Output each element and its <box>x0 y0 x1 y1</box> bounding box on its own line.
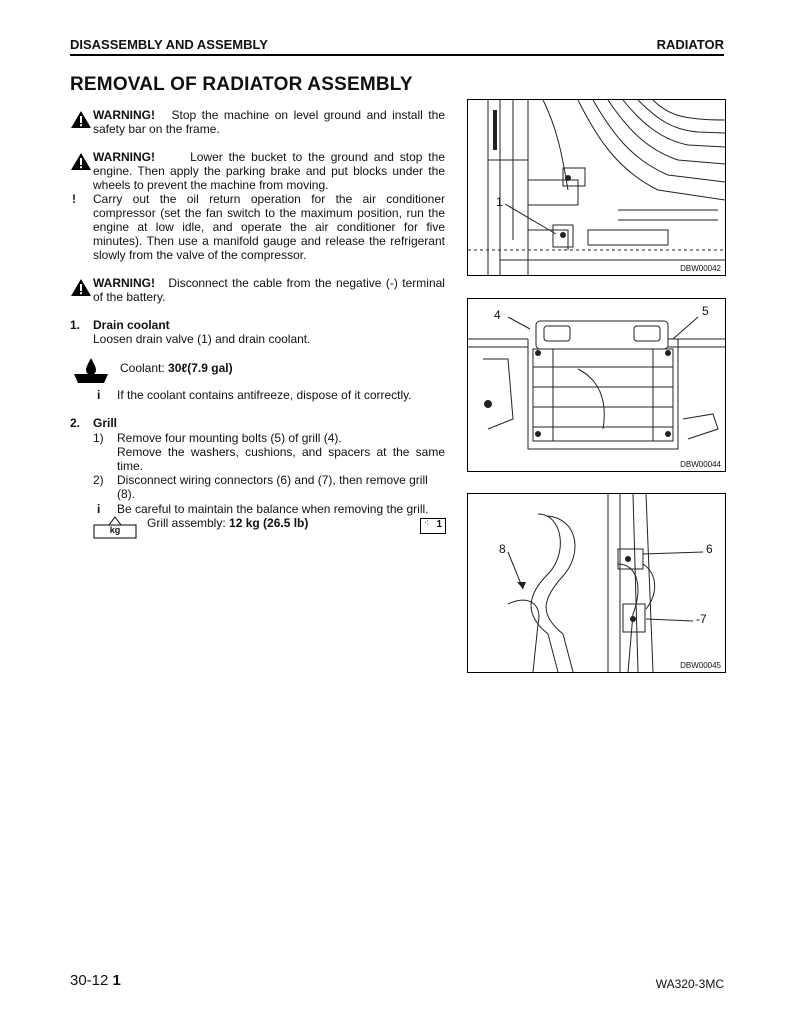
info-icon: i <box>97 502 101 516</box>
warning-triangle-icon <box>70 110 92 129</box>
figure-wiring-connectors <box>467 493 726 673</box>
warning-triangle-icon <box>70 278 92 297</box>
warning-label: WARNING! <box>93 150 155 164</box>
page-number: 30-12 1 <box>70 972 121 989</box>
warning-label: WARNING! <box>93 108 155 122</box>
warning-text: Stop the machine on level ground and install the safety bar on the frame. <box>93 108 445 136</box>
weight-value: 12 kg (26.5 lb) <box>229 516 309 530</box>
warning-parking-brake <box>70 150 445 192</box>
wiring-illustration <box>468 494 725 672</box>
callout-drain-valve: 1 <box>496 195 503 209</box>
substep-text: Remove four mounting bolts (5) of grill (4). <box>117 431 342 445</box>
tool-mark-icon: ⁖ 1 <box>420 518 446 534</box>
callout-grill: 4 <box>494 308 501 322</box>
substep-remove-bolts <box>117 431 445 473</box>
callout-grill: 8 <box>499 542 506 556</box>
substep-number: 2) <box>93 473 104 487</box>
callout-wiring-connector: -7 <box>696 612 707 626</box>
figure-grill-bolts <box>467 298 726 472</box>
drain-valve-illustration <box>468 100 725 275</box>
coolant-value: 30ℓ(7.9 gal) <box>168 361 233 375</box>
caution-compressor <box>70 192 445 262</box>
callout-mounting-bolt: 5 <box>702 304 709 318</box>
figure-drain-valve <box>467 99 726 276</box>
caution-text: Carry out the oil return operation for the air conditioner compressor (set the fan switch to the maximum position, run the engine at low idle, and operate the air conditioner for five minutes). Then use a manifold gauge and release the refrigerant slowly from the valve of the compressor. <box>93 192 445 262</box>
footer-mark-icon: 1 <box>112 972 121 989</box>
substep-number: 1) <box>93 431 104 445</box>
tool-mark-number: 1 <box>436 519 442 530</box>
figure-code: DBW00042 <box>680 264 721 273</box>
coolant-label: Coolant: <box>120 361 169 375</box>
warning-safety-bar <box>70 108 445 136</box>
step-text: Loosen drain valve (1) and drain coolant. <box>93 332 311 346</box>
warning-text: Lower the bucket to the ground and stop the engine. Then apply the parking brake and put blocks under the wheels to prevent the machine from moving. <box>93 150 445 192</box>
grill-weight <box>147 516 308 530</box>
callout-wiring-connector: 6 <box>706 542 713 556</box>
page-title: REMOVAL OF RADIATOR ASSEMBLY <box>70 74 413 95</box>
warning-triangle-icon <box>70 152 92 171</box>
info-icon: i <box>97 388 101 402</box>
header-rule <box>70 54 724 56</box>
warning-text: Disconnect the cable from the negative (-) terminal of the battery. <box>93 276 445 304</box>
figure-code: DBW00044 <box>680 460 721 469</box>
model-number: WA320-3MC <box>655 977 724 991</box>
balance-note: Be careful to maintain the balance when removing the grill. <box>117 502 429 516</box>
header-section-title: DISASSEMBLY AND ASSEMBLY <box>70 37 268 52</box>
warning-battery <box>70 276 445 304</box>
step-title: Grill <box>93 416 118 430</box>
antifreeze-note: If the coolant contains antifreeze, dispose of it correctly. <box>117 388 412 402</box>
step-number: 2. <box>70 416 81 430</box>
header-chapter-title: RADIATOR <box>656 37 724 52</box>
weight-icon <box>93 516 137 540</box>
step-number: 1. <box>70 318 81 332</box>
weight-label: Grill assembly: <box>147 516 230 530</box>
weight-icon-label: kg <box>109 525 121 535</box>
coolant-capacity-icon <box>73 356 109 384</box>
substep-text: Remove the washers, cushions, and spacers at the same time. <box>117 445 445 473</box>
coolant-capacity <box>120 361 233 375</box>
figure-code: DBW00045 <box>680 661 721 670</box>
step-title: Drain coolant <box>93 318 170 332</box>
warning-label: WARNING! <box>93 276 155 290</box>
step-drain-coolant <box>93 318 445 346</box>
grill-illustration <box>468 299 725 471</box>
substep-disconnect-connectors: Disconnect wiring connectors (6) and (7), then remove grill (8). <box>117 473 428 501</box>
caution-exclamation-icon: ! <box>72 192 76 206</box>
